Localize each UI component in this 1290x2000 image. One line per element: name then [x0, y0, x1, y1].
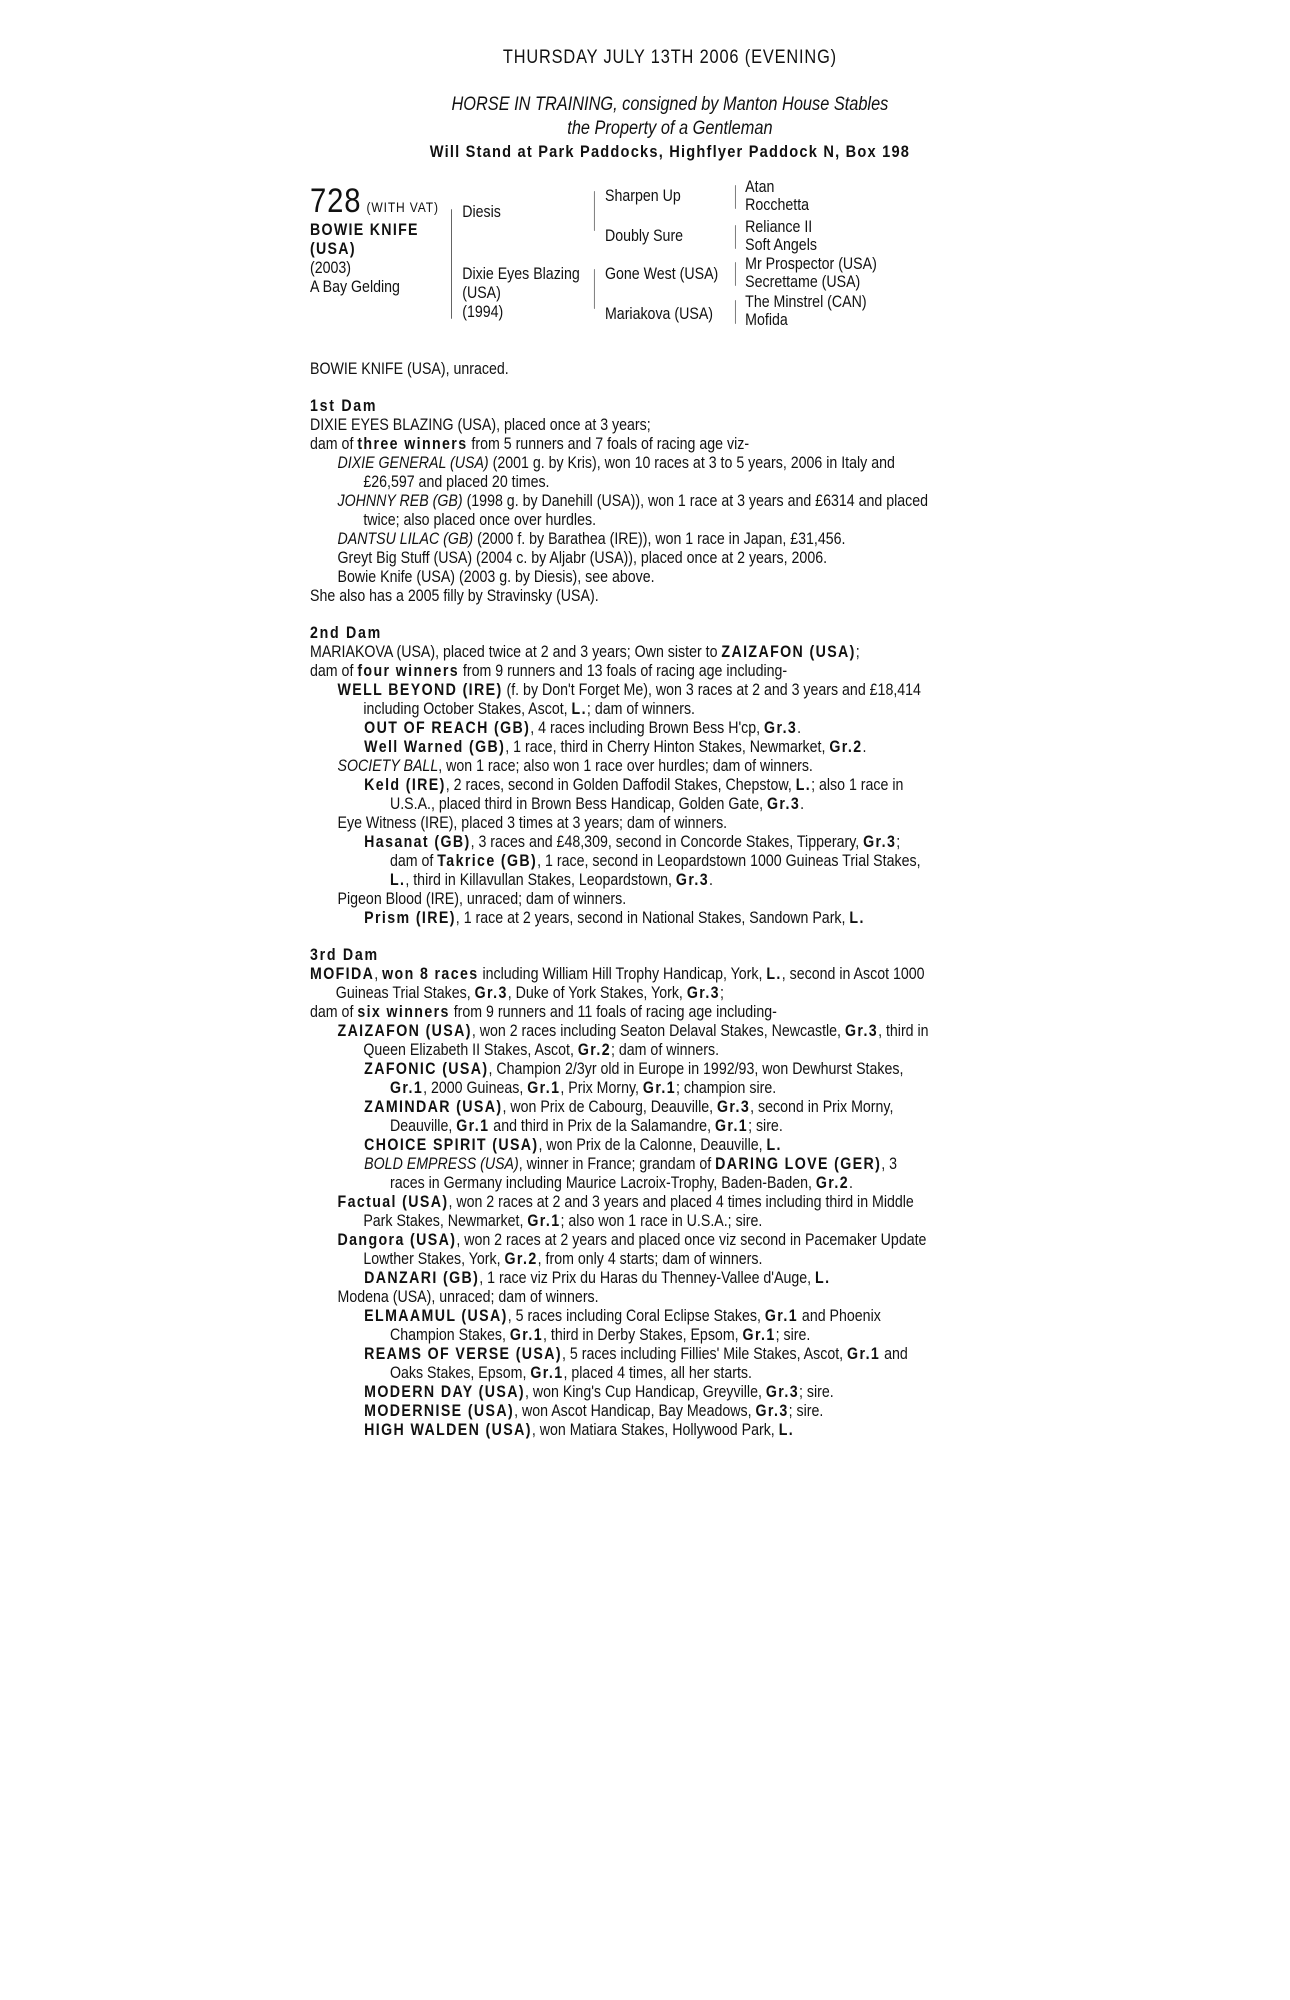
produce-item: MODERNISE (USA), won Ascot Handicap, Bay Meadows, Gr.3; sire. [364, 1402, 824, 1420]
brace-3 [735, 262, 736, 286]
dam-country: (USA) [462, 284, 501, 302]
first-dam-section [310, 397, 929, 606]
produce-item: OUT OF REACH (GB), 4 races including Brown Bess H'cp, Gr.3. [364, 719, 802, 737]
dam-dam: Mariakova (USA) [604, 305, 714, 323]
ancestor-mofida: Mofida [745, 311, 788, 329]
produce-item: ZAFONIC (USA), Champion 2/3yr old in Europe in 1992/93, won Dewhurst Stakes, Gr.1, 2000 Guineas, Gr.1, Prix Morny, Gr.1; champion sire. [364, 1060, 904, 1097]
produce-item: ZAMINDAR (USA), won Prix de Cabourg, Deauville, Gr.3, second in Prix Morny, Deauville, Gr.1 and third in Prix de la Salamandre, Gr.1; sire. [364, 1098, 894, 1135]
first-dam-title: 1st Dam [310, 397, 378, 415]
first-dam-line: DIXIE EYES BLAZING (USA), placed once at 3 years; [310, 416, 651, 434]
produce-item: SOCIETY BALL, won 1 race; also won 1 race over hurdles; dam of winners. [337, 757, 813, 775]
produce-item: ZAIZAFON (USA), won 2 races including Seaton Delaval Stakes, Newcastle, Gr.3, third in Queen Elizabeth II Stakes, Ascot, Gr.2; dam of winners. [337, 1022, 929, 1059]
second-dam-produce-line: dam of four winners from 9 runners and 13 foals of racing age including- [310, 662, 788, 680]
produce-item: BOLD EMPRESS (USA), winner in France; grandam of DARING LOVE (GER), 3 races in Germany including Maurice Lacroix-Trophy, Baden-Baden, Gr.2. [364, 1155, 898, 1192]
sire: Diesis [462, 203, 501, 221]
produce-item: Modena (USA), unraced; dam of winners. [337, 1288, 599, 1306]
brace-2 [735, 225, 736, 249]
ancestor-the-minstrel: The Minstrel (CAN) [745, 293, 867, 311]
produce-item: WELL BEYOND (IRE) (f. by Don't Forget Me), won 3 races at 2 and 3 years and £18,414 including October Stakes, Ascot, L.; dam of winners. [337, 681, 921, 718]
produce-item: HIGH WALDEN (USA), won Matiara Stakes, Hollywood Park, L. [364, 1421, 795, 1439]
ancestor-reliance: Reliance II [745, 218, 813, 236]
ancestor-soft-angels: Soft Angels [745, 236, 817, 254]
vat-note: (WITH VAT) [366, 199, 439, 215]
stand-location: Will Stand at Park Paddocks, Highflyer Paddock N, Box 198 [429, 142, 911, 161]
produce-item: ELMAAMUL (USA), 5 races including Coral Eclipse Stakes, Gr.1 and Phoenix Champion Stakes, Gr.1, third in Derby Stakes, Epsom, Gr.1; sire. [364, 1307, 881, 1344]
ancestor-mr-prospector: Mr Prospector (USA) [745, 255, 877, 273]
brace-1 [735, 185, 736, 209]
produce-item: Well Warned (GB), 1 race, third in Cherry Hinton Stakes, Newmarket, Gr.2. [364, 738, 867, 756]
produce-item: DIXIE GENERAL (USA) (2001 g. by Kris), won 10 races at 3 to 5 years, 2006 in Italy and £26,597 and placed 20 times. [337, 454, 895, 491]
produce-item: Bowie Knife (USA) (2003 g. by Diesis), see above. [337, 568, 655, 586]
sale-date: THURSDAY JULY 13TH 2006 (EVENING) [502, 47, 837, 68]
first-dam-produce-line: dam of three winners from 5 runners and 7 foals of racing age viz- [310, 435, 750, 453]
consignment-line: HORSE IN TRAINING, consigned by Manton House Stables [451, 94, 889, 115]
produce-item: Keld (IRE), 2 races, second in Golden Daffodil Stakes, Chepstow, L.; also 1 race in U.S.A., placed third in Brown Bess Handicap, Golden Gate, Gr.3. [364, 776, 904, 813]
produce-item: JOHNNY REB (GB) (1998 g. by Danehill (USA)), won 1 race at 3 years and £6314 and placed twice; also placed once over hurdles. [337, 492, 929, 529]
dam-year: (1994) [462, 303, 504, 321]
produce-item: Dangora (USA), won 2 races at 2 years and placed once viz second in Pacemaker Update Lowther Stakes, York, Gr.2, from only 4 starts; dam of winners. [337, 1231, 927, 1268]
produce-item: CHOICE SPIRIT (USA), won Prix de la Calonne, Deauville, L. [364, 1136, 782, 1154]
brace-4 [735, 300, 736, 324]
horse-country: (USA) [310, 240, 356, 258]
intro-line: BOWIE KNIFE (USA), unraced. [310, 360, 509, 378]
produce-item: Eye Witness (IRE), placed 3 times at 3 years; dam of winners. [337, 814, 728, 832]
produce-item: Pigeon Blood (IRE), unraced; dam of winners. [337, 890, 627, 908]
property-line: the Property of a Gentleman [567, 118, 773, 139]
horse-year: (2003) [310, 259, 352, 277]
third-dam-title: 3rd Dam [310, 946, 379, 964]
ancestor-secrettame: Secrettame (USA) [745, 273, 861, 291]
horse-description: A Bay Gelding [310, 278, 400, 296]
produce-item: MODERN DAY (USA), won King's Cup Handicap, Greyville, Gr.3; sire. [364, 1383, 834, 1401]
catalogue-page [310, 48, 929, 1440]
lot-number: 728 [310, 182, 362, 220]
produce-item: DANZARI (GB), 1 race viz Prix du Haras du Thenney-Vallee d'Auge, L. [364, 1269, 831, 1287]
third-dam-line: MOFIDA, won 8 races including William Hill Trophy Handicap, York, L., second in Ascot 1000 Guineas Trial Stakes, Gr.3, Duke of York Stakes, York, Gr.3; [310, 965, 925, 1002]
produce-item: Hasanat (GB), 3 races and £48,309, second in Concorde Stakes, Tipperary, Gr.3; dam of Takrice (GB), 1 race, second in Leopardstown 1000 Guineas Trial Stakes, L., third in Killavullan Stakes, Leopardstown, Gr.3. [364, 833, 921, 889]
sire-dam: Doubly Sure [604, 227, 684, 245]
third-dam-section [310, 946, 929, 1440]
produce-item: Prism (IRE), 1 race at 2 years, second in National Stakes, Sandown Park, L. [364, 909, 865, 927]
second-dam-line: MARIAKOVA (USA), placed twice at 2 and 3 years; Own sister to ZAIZAFON (USA); [310, 643, 860, 661]
ancestor-atan: Atan [745, 178, 775, 196]
lot-number-row [310, 183, 439, 219]
second-dam-section [310, 624, 929, 928]
horse-name: BOWIE KNIFE [310, 221, 419, 239]
second-dam-title: 2nd Dam [310, 624, 382, 642]
produce-item: DANTSU LILAC (GB) (2000 f. by Barathea (IRE)), won 1 race in Japan, £31,456. [337, 530, 846, 548]
dam-sire: Gone West (USA) [604, 265, 719, 283]
first-dam-note: She also has a 2005 filly by Stravinsky (USA). [310, 587, 599, 605]
sire-dam-brace [451, 209, 452, 319]
produce-item: REAMS OF VERSE (USA), 5 races including Fillies' Mile Stakes, Ascot, Gr.1 and Oaks Stakes, Epsom, Gr.1, placed 4 times, all her starts. [364, 1345, 908, 1382]
dam-brace [594, 269, 595, 309]
produce-item: Greyt Big Stuff (USA) (2004 c. by Aljabr (USA)), placed once at 2 years, 2006. [337, 549, 828, 567]
ancestor-rocchetta: Rocchetta [745, 196, 810, 214]
pedigree-table [310, 178, 929, 346]
dam: Dixie Eyes Blazing [462, 265, 580, 283]
sire-sire: Sharpen Up [604, 187, 681, 205]
third-dam-produce-line: dam of six winners from 9 runners and 11 foals of racing age including- [310, 1003, 777, 1021]
sire-brace [594, 191, 595, 231]
produce-item: Factual (USA), won 2 races at 2 and 3 years and placed 4 times including third in Middle Park Stakes, Newmarket, Gr.1; also won 1 race in U.S.A.; sire. [337, 1193, 914, 1230]
